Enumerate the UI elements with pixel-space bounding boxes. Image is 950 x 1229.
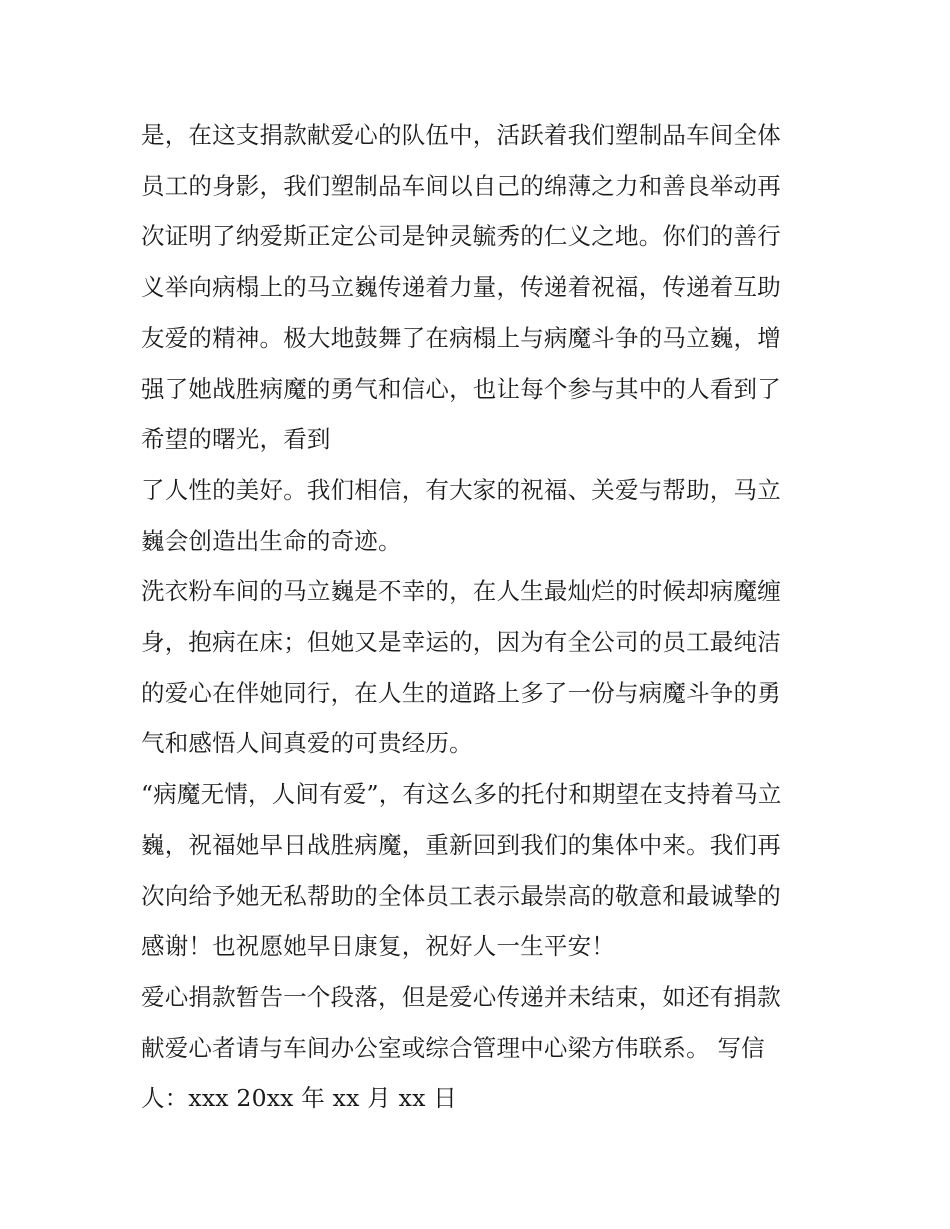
text-line: 义举向病榻上的马立巍传递着力量，传递着祝福，传递着互助	[141, 273, 781, 302]
text-line: 感谢！也祝愿她早日康复，祝好人一生平安！	[141, 932, 615, 961]
text-line: 巍，祝福她早日战胜病魔，重新回到我们的集体中来。我们再	[141, 830, 781, 859]
text-line: 强了她战胜病魔的勇气和信心，也让每个参与其中的人看到了	[141, 374, 781, 403]
text-line: 次证明了纳爱斯正定公司是钟灵毓秀的仁义之地。你们的善行	[141, 222, 781, 251]
text-line: 献爱心者请与车间办公室或综合管理中心梁方伟联系。 写信	[141, 1033, 765, 1062]
text-line: 巍会创造出生命的奇迹。	[141, 526, 402, 555]
text-line: 希望的曙光，看到	[141, 425, 331, 454]
text-line: 洗衣粉车间的马立巍是不幸的，在人生最灿烂的时候却病魔缠	[141, 577, 781, 606]
text-line: “病魔无情，人间有爱”，有这么多的托付和期望在支持着马立	[141, 780, 782, 809]
text-line: 员工的身影，我们塑制品车间以自己的绵薄之力和善良举动再	[141, 171, 781, 200]
text-line: 身，抱病在床；但她又是幸运的，因为有全公司的员工最纯洁	[141, 628, 781, 657]
text-line: 了人性的美好。我们相信，有大家的祝福、关爱与帮助，马立	[141, 475, 781, 504]
text-line: 次向给予她无私帮助的全体员工表示最崇高的敬意和最诚挚的	[141, 881, 781, 910]
text-line: 气和感悟人间真爱的可贵经历。	[141, 729, 473, 758]
text-line: 爱心捐款暂告一个段落，但是爱心传递并未结束，如还有捐款	[141, 982, 781, 1011]
signature-line: 人：xxx 20xx 年 xx 月 xx 日	[141, 1084, 457, 1113]
text-line: 是，在这支捐款献爱心的队伍中，活跃着我们塑制品车间全体	[141, 121, 781, 149]
text-line: 友爱的精神。极大地鼓舞了在病榻上与病魔斗争的马立巍，增	[141, 323, 781, 352]
document-body	[141, 110, 821, 1124]
text-line: 的爱心在伴她同行，在人生的道路上多了一份与病魔斗争的勇	[141, 678, 781, 707]
